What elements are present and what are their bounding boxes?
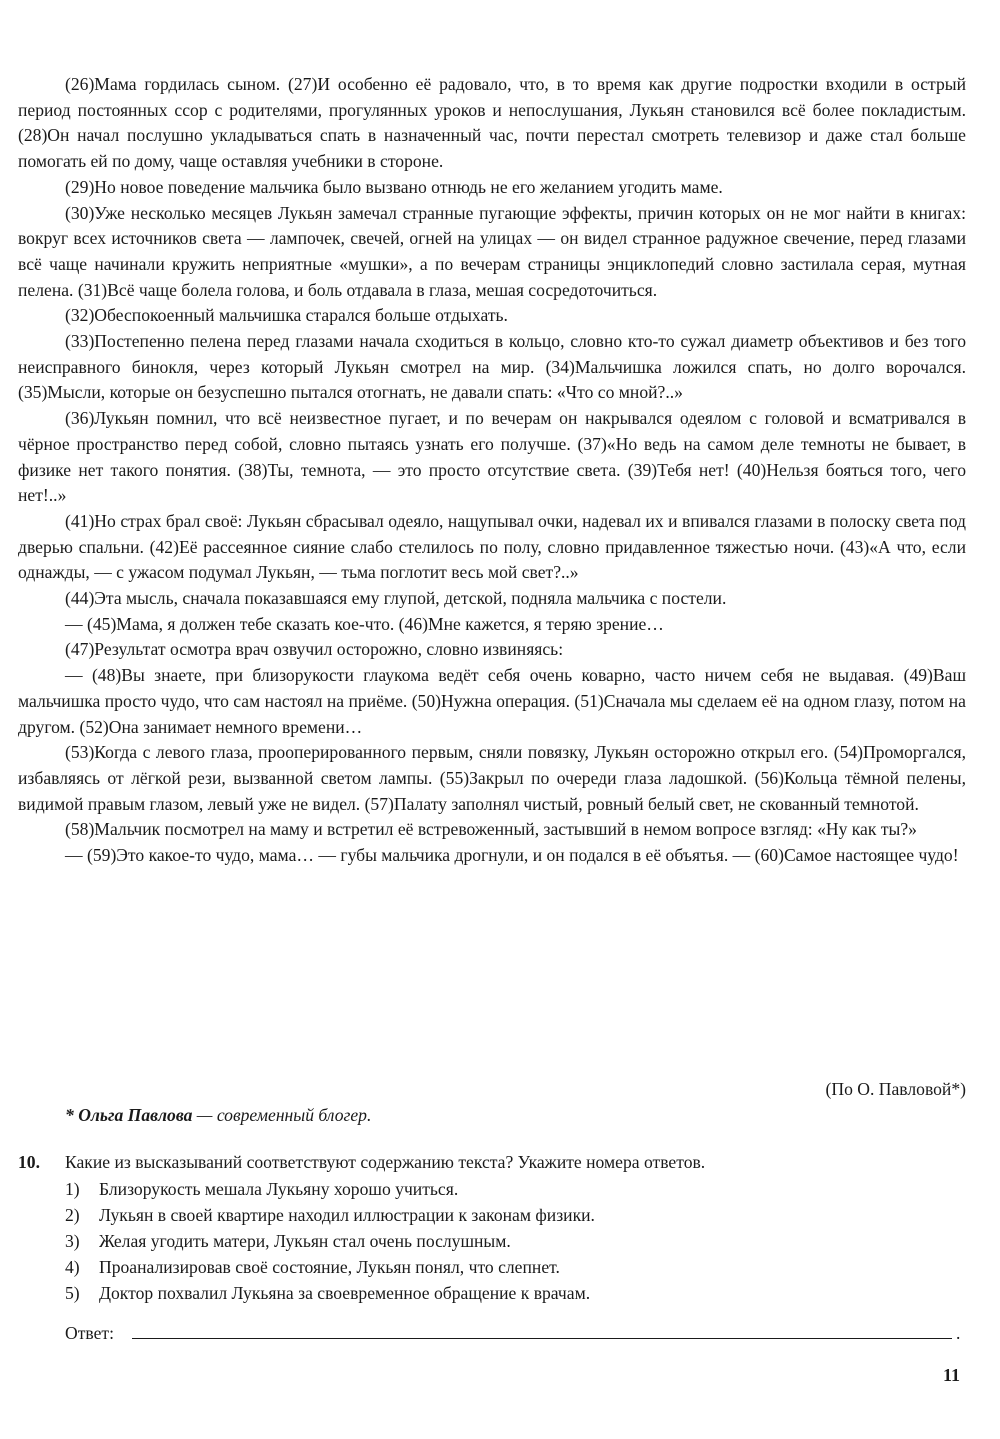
- footnote: [65, 1102, 371, 1128]
- answer-line[interactable]: [132, 1338, 952, 1339]
- footnote-description: — современный блогер.: [192, 1105, 372, 1125]
- answer-options: [65, 1176, 595, 1306]
- option-text: Лукьян в своей квартире находил иллюстрации к законам физики.: [99, 1205, 595, 1225]
- paragraph: (44)Эта мысль, сначала показавшаяся ему глупой, детской, подняла мальчика с постели.: [65, 588, 727, 609]
- paragraph: (58)Мальчик посмотрел на маму и встретил её встревоженный, застывший в немом вопросе взгляд: «Ну как ты?»: [65, 819, 917, 840]
- dialog-line: — (45)Мама, я должен тебе сказать кое-что. (46)Мне кажется, я теряю зрение…: [65, 613, 664, 634]
- footnote-author: * Ольга Павлова: [65, 1105, 193, 1125]
- option-1: [65, 1176, 595, 1202]
- dialog-line: — (59)Это какое-то чудо, мама… — губы мальчика дрогнули, и он подался в её объятья. — (60)Самое настоящее чудо!: [65, 845, 959, 866]
- option-number: 3): [65, 1231, 80, 1251]
- story-text: [18, 72, 966, 869]
- paragraph: (26)Мама гордилась сыном. (27)И особенно её радовало, что, в то время как другие подростки входили в острый период постоянных ссор с родителями, прогулянных уроков и непослушания, Лукьян становился всё более покладистым. (28)Он начал послушно укладываться спать в назначенный час, почти перестал смотреть телевизор и даже стал больше помогать ей по дому, чаще оставляя учебники в стороне.: [18, 74, 966, 172]
- paragraph: (47)Результат осмотра врач озвучил осторожно, словно извиняясь:: [65, 639, 564, 660]
- paragraph: (53)Когда с левого глаза, прооперированного первым, сняли повязку, Лукьян осторожно открыл его. (54)Проморгался, избавляясь от лёгкой рези, вызванной светом лампы. (55)Закрыл по очереди глаза ладошкой. (56)Кольца тёмной пелены, видимой правым глазом, левый уже не видел. (57)Палату заполнял чистый, ровный белый свет, не скованный темнотой.: [18, 742, 966, 814]
- option-text: Близорукость мешала Лукьяну хорошо учиться.: [99, 1179, 459, 1199]
- paragraph: (41)Но страх брал своё: Лукьян сбрасывал одеяло, нащупывал очки, надевал их и впивался глазами в полоску света под дверью спальни. (42)Её рассеянное сияние слабо стелилось по полу, словно придавленное тяжестью ночи. (43)«А что, если однажды, — с ужасом подумал Лукьян, — тьма поглотит весь мой свет?..»: [18, 510, 966, 583]
- option-number: 4): [65, 1257, 80, 1277]
- answer-end: .: [956, 1323, 961, 1343]
- paragraph: (33)Постепенно пелена перед глазами начала сходиться в кольцо, словно кто-то сужал диаметр объективов и без того неисправного бинокля, через который Лукьян смотрел на мир. (34)Мальчишка ложился спать, но долго ворочался. (35)Мысли, которые он безуспешно пытался отогнать, не давали спать: «Что со мной?..»: [18, 331, 966, 403]
- option-text: Проанализировав своё состояние, Лукьян понял, что слепнет.: [99, 1257, 560, 1277]
- option-4: [65, 1254, 595, 1280]
- paragraph: (32)Обеспокоенный мальчишка старался больше отдыхать.: [65, 305, 508, 326]
- source-attribution: (По О. Павловой*): [825, 1079, 966, 1099]
- paragraph: (36)Лукьян помнил, что всё неизвестное пугает, и по вечерам он накрывался одеялом с головой и всматривался в чёрное пространство перед собой, словно пытаясь узнать его получше. (37)«Но ведь на самом деле темноты не бывает, в физике нет такого понятия. (38)Ты, темнота, — это просто отсутствие света. (39)Тебя нет! (40)Нельзя бояться того, чего нет!..»: [18, 408, 966, 506]
- page-number: 11: [942, 1365, 960, 1385]
- answer-row: [65, 1320, 965, 1346]
- question-prompt: Какие из высказываний соответствуют содержанию текста? Укажите номера ответов.: [65, 1152, 706, 1172]
- option-2: [65, 1202, 595, 1228]
- option-text: Желая угодить матери, Лукьян стал очень послушным.: [99, 1231, 511, 1251]
- option-text: Доктор похвалил Лукьяна за своевременное обращение к врачам.: [99, 1283, 591, 1303]
- option-number: 1): [65, 1179, 80, 1199]
- paragraph: (29)Но новое поведение мальчика было вызвано отнюдь не его желанием угодить маме.: [65, 176, 723, 197]
- question-number: 10.: [18, 1152, 40, 1172]
- option-number: 2): [65, 1205, 80, 1225]
- dialog-line: — (48)Вы знаете, при близорукости глаукома ведёт себя очень коварно, часто ничем себя не выдавая. (49)Ваш мальчишка просто чудо, что сам настоял на приёме. (50)Нужна операция. (51)Сначала мы сделаем её на одном глазу, потом на другом. (52)Она занимает немного времени…: [18, 665, 966, 737]
- paragraph: (30)Уже несколько месяцев Лукьян замечал странные пугающие эффекты, причин которых он не мог найти в книгах: вокруг всех источников света — лампочек, свечей, огней на улицах — он видел странное радужное свечение, перед глазами всё чаще начинали кружить неприятные «мушки», а по вечерам страницы энциклопедий словно застилала серая, мутная пелена. (31)Всё чаще болела голова, и боль отдавала в глаза, мешая сосредоточиться.: [18, 202, 966, 300]
- option-5: [65, 1280, 595, 1306]
- option-3: [65, 1228, 595, 1254]
- answer-label: Ответ:: [65, 1323, 114, 1343]
- option-number: 5): [65, 1283, 80, 1303]
